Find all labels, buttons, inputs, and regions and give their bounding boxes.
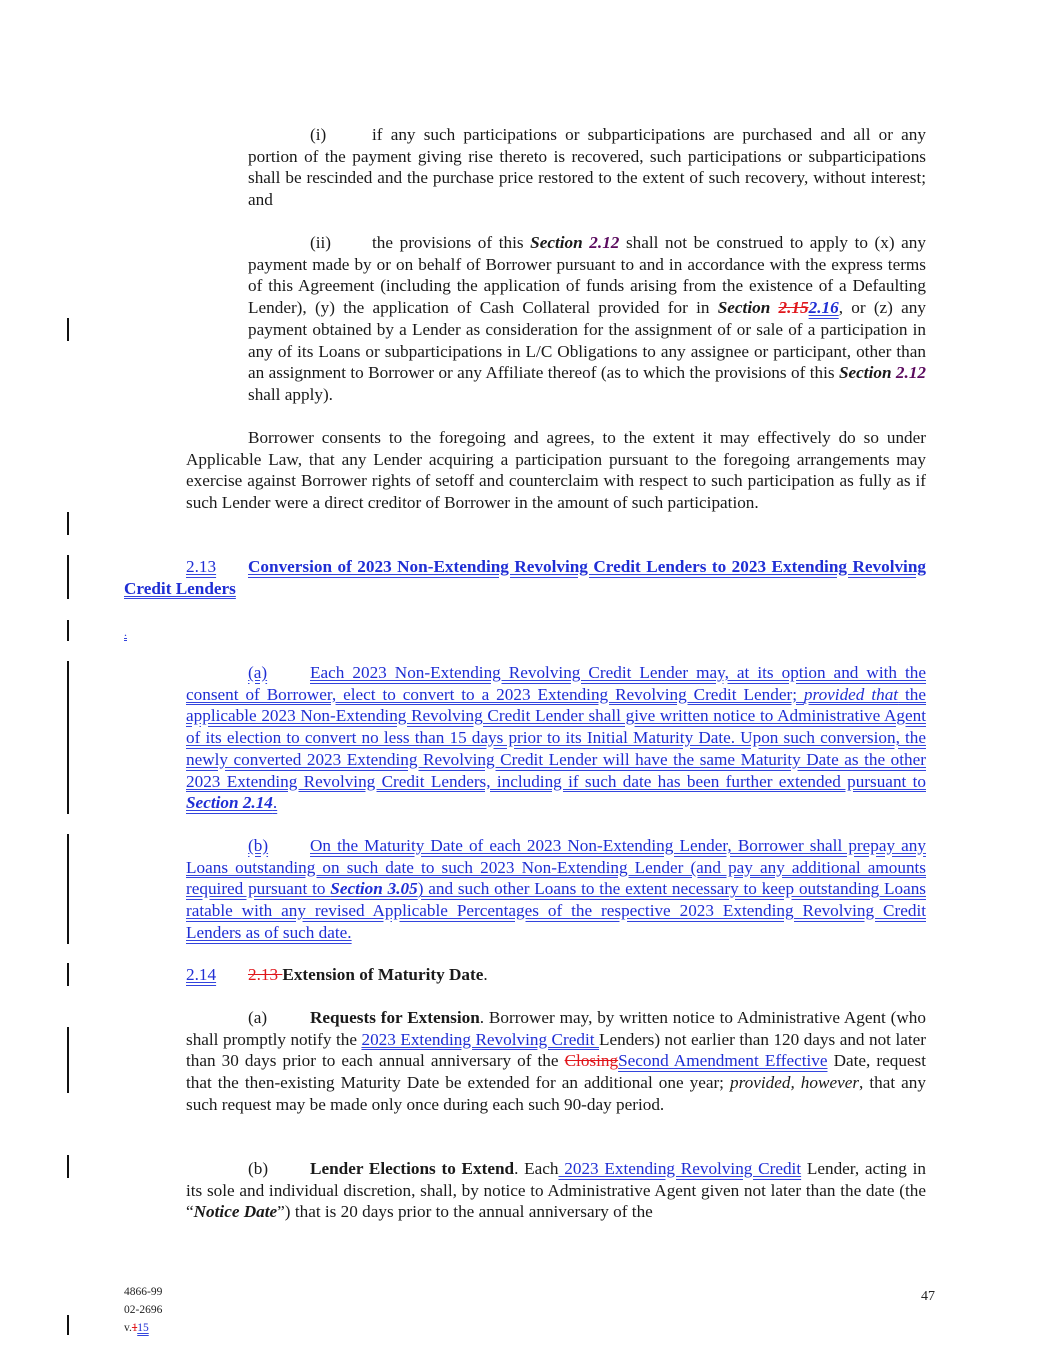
clause-ii-text: shall apply). (248, 384, 333, 404)
version-deleted: 1 (131, 1322, 138, 1334)
section-2-13-number (186, 556, 248, 578)
clause-text: . (272, 793, 278, 813)
borrower-consents-paragraph: Borrower consents to the foregoing and agrees, to the extent it may effectively do so under Applicable Law, that any Lender acquiring a participation pursuant to the foregoing arrangements may exercise against Borrower rights of setoff and counterclaim with respect to such participation as fully as if such Lender were a direct creditor of Borrower in the amount of such participation. (186, 428, 926, 513)
section-ref-2-14[interactable]: Section 2.14 (186, 793, 273, 813)
section-word: Section (530, 233, 590, 252)
section-2-14-heading (186, 964, 926, 986)
clause-ii (248, 232, 926, 406)
clause-heading: Requests for Extension (310, 1008, 480, 1027)
defined-term: Notice Date (193, 1202, 278, 1222)
clause-text: On the Maturity Date of each 2023 Non-Extending Lender, Borrower shall prepay any Loans outstanding on such date to such 2023 Non-Extending Lender (and pay any additional amounts required pursuant to (186, 836, 926, 899)
footer-doc-id-line2: 02-2696 (124, 1304, 163, 1316)
change-bar (67, 620, 69, 641)
version-inserted: 15 (137, 1322, 149, 1334)
section-number: 2.13 (186, 557, 217, 576)
section-2-13-b (186, 835, 926, 944)
clause-a-label: (a) (248, 1008, 268, 1027)
stray-mark (124, 622, 926, 644)
stray-period: . (124, 625, 127, 639)
provided-that: provided that (803, 684, 899, 704)
inserted-section-ref[interactable]: 2.16 (808, 298, 839, 318)
clause-a-label (248, 662, 310, 684)
label: (b) (248, 836, 269, 855)
clause-ii-text: , or (z) any payment obtained by a Lender as consideration for the assignment of or sale of a participation in any of its Loans or subparticipations in L/C Obligations to any assignee or participant, other than an assignment to Borrower or any Affiliate thereof (as to which the provisions of this (248, 298, 926, 383)
section-ref-3-05[interactable]: Section 3.05 (330, 879, 418, 899)
footer-version (124, 1320, 149, 1336)
clause-ii-label: (ii) (310, 233, 331, 252)
clause-ii-text: shall not be construed to apply to (x) any payment made by or on behalf of Borrower pursuant to and in accordance with the express terms of this Agreement (including the application of funds arising from the existence of a Defaulting Lender), (y) the application of Cash Collateral provided for in (248, 233, 926, 318)
change-bar (67, 834, 69, 944)
clause-text: . Borrower may, by written notice to Administrative Agent (who shall promptly notify the (186, 1008, 926, 1049)
clause-i-text: if any such participations or subparticipations are purchased and all or any portion of the payment giving rise thereto is recovered, such participations or subparticipations shall be rescinded and the purchase price restored to the extent of such recovery, without interest; and (248, 125, 926, 210)
period: . (483, 965, 488, 984)
change-bar (67, 661, 69, 814)
page-number: 47 (921, 1289, 935, 1304)
clause-text: Lender, acting in its sole and individual discretion, shall, by notice to Administrative Agent given not later than the date (the “ (186, 1159, 926, 1222)
clause-text: Lenders) not earlier than 120 days and not later than 30 days prior to each annual anniversary of the (186, 1029, 926, 1071)
version-prefix: v. (124, 1322, 132, 1334)
section-2-13-a (186, 662, 926, 814)
change-bar (67, 963, 69, 986)
clause-text: ) and such other Loans to the extent necessary to keep outstanding Loans ratable with any revised Applicable Percentages of the respective 2023 Extending Revolving Credit Lenders as of such date. (186, 879, 926, 942)
clause-b-label (248, 835, 310, 857)
change-bar (67, 1155, 69, 1178)
clause-i (248, 124, 926, 211)
section-2-14-a (186, 1007, 926, 1116)
change-bar (67, 1027, 69, 1093)
change-bar (67, 1315, 69, 1335)
change-bar (67, 555, 69, 599)
clause-i-label: (i) (310, 125, 327, 144)
deleted-text: Closing (564, 1051, 619, 1071)
section-2-14-title: Extension of Maturity Date (282, 965, 484, 984)
clause-text: ”) that is 20 days prior to the annual anniversary of the (277, 1202, 653, 1222)
clause-text: Each 2023 Non-Extending Revolving Credit Lender may, at its option and with the consent of Borrower, elect to convert to a 2023 Extending Revolving Credit Lender; (186, 663, 926, 704)
deleted-number: 2.13 (248, 965, 283, 984)
section-word: Section (717, 298, 779, 318)
clause-text: the applicable 2023 Non-Extending Revolving Credit Lender shall give written notice to Administrative Agent of its election to convert no less than 15 days prior to its Initial Maturity Date. Upon such conversion, the newly converted 2023 Extending Revolving Credit Lender will have the same Maturity Date as the other 2023 Extending Revolving Credit Lenders, including if such date has been further extended pursuant to (186, 684, 927, 791)
clause-text: Date, request that the then-existing Maturity Date be extended for an additional one year; (186, 1051, 927, 1093)
inserted-text: 2023 Extending Revolving Credit (558, 1159, 802, 1178)
section-ref-2-12[interactable]: 2.12 (895, 363, 926, 383)
label: (a) (248, 663, 268, 682)
footer-doc-id-line1: 4866-99 (124, 1286, 163, 1298)
clause-text: , that any such request may be made only once during each such 90-day period. (186, 1073, 926, 1114)
change-bar (67, 512, 69, 535)
section-2-13-heading (124, 556, 926, 599)
clause-b-label: (b) (248, 1159, 269, 1178)
provided-however: provided, however (730, 1073, 860, 1093)
section-word: Section (838, 363, 896, 383)
clause-heading: Lender Elections to Extend (310, 1159, 515, 1178)
clause-text: . Each (514, 1159, 559, 1178)
change-bar (67, 318, 69, 341)
section-2-14-number (186, 964, 248, 986)
section-ref-2-12[interactable]: 2.12 (589, 233, 620, 252)
inserted-number: 2.14 (186, 965, 217, 984)
inserted-text: Second Amendment Effective (618, 1051, 828, 1071)
section-2-13-title: Conversion of 2023 Non-Extending Revolving Credit Lenders to 2023 Extending Revolving Credit Lenders (124, 557, 926, 598)
inserted-text: 2023 Extending Revolving Credit (361, 1029, 599, 1049)
section-2-14-b (186, 1158, 926, 1223)
deleted-section-ref: 2.15 (778, 298, 809, 318)
clause-ii-text: the provisions of this (372, 233, 531, 252)
